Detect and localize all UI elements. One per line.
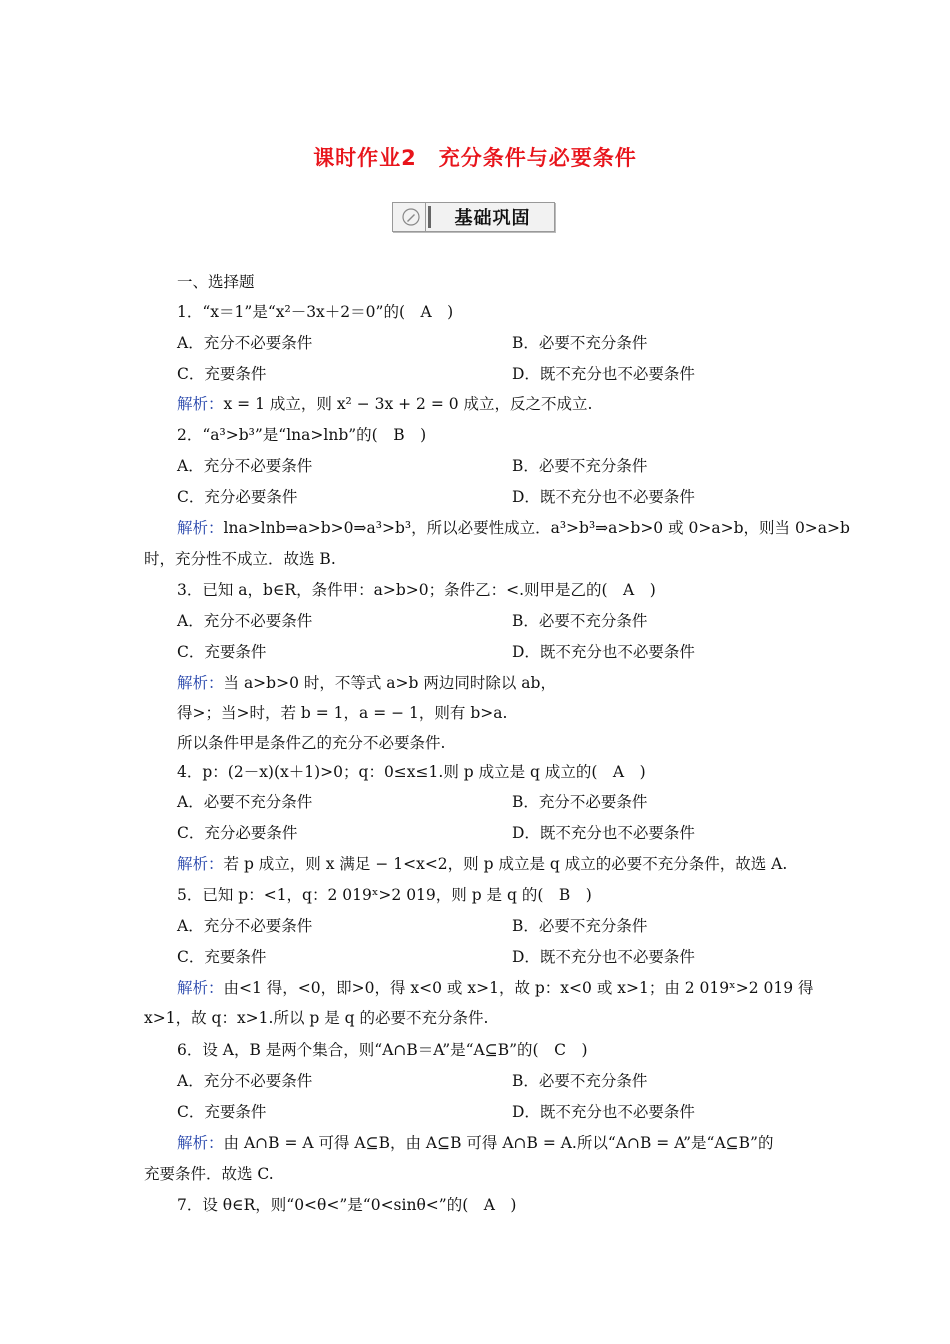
solution-continued: x>1，故 q：x>1.所以 p 是 q 的必要不充分条件.	[144, 1009, 489, 1027]
option-a: A．充分不必要条件	[177, 1072, 313, 1090]
question-7: 7．设 θ∈R，则“0<θ<”是“0<sinθ<”的( A )	[177, 1196, 517, 1214]
option-c: C．充分必要条件	[177, 488, 298, 506]
solution-line	[177, 673, 556, 693]
option-b: B．必要不充分条件	[512, 917, 648, 935]
option-d: D．既不充分也不必要条件	[512, 488, 695, 506]
option-a: A．充分不必要条件	[177, 612, 313, 630]
solution-label: 解析：	[177, 519, 224, 537]
solution-label: 解析：	[177, 674, 224, 692]
option-d: D．既不充分也不必要条件	[512, 948, 695, 966]
option-a: A．必要不充分条件	[177, 793, 313, 811]
solution-label: 解析：	[177, 1134, 224, 1152]
option-c: C．充要条件	[177, 643, 267, 661]
solution-text: 由 A∩B = A 可得 A⊆B，由 A⊆B 可得 A∩B = A.所以“A∩B = A”是“A⊆B”的	[223, 1134, 774, 1152]
option-d: D．既不充分也不必要条件	[512, 643, 695, 661]
page-title: 课时作业2 充分条件与必要条件	[313, 146, 637, 170]
solution-line	[177, 518, 850, 538]
option-b: B．必要不充分条件	[512, 612, 648, 630]
option-a: A．充分不必要条件	[177, 457, 313, 475]
solution-label: 解析：	[177, 395, 224, 413]
option-a: A．充分不必要条件	[177, 334, 313, 352]
option-c: C．充分必要条件	[177, 824, 298, 842]
option-d: D．既不充分也不必要条件	[512, 1103, 695, 1121]
question-6: 6．设 A，B 是两个集合，则“A∩B＝A”是“A⊆B”的( C )	[177, 1041, 588, 1059]
option-c: C．充要条件	[177, 365, 267, 383]
solution-text: 当 a>b>0 时，不等式 a>b 两边同时除以 ab，	[223, 674, 556, 692]
solution-text: x = 1 成立，则 x² − 3x + 2 = 0 成立，反之不成立.	[223, 395, 593, 413]
section-badge	[392, 202, 555, 232]
solution-line	[177, 854, 787, 874]
solution-text: 若 p 成立，则 x 满足 − 1<x<2，则 p 成立是 q 成立的必要不充分条件，故选 A.	[223, 855, 788, 873]
solution-text: 由<1 得，<0，即>0，得 x<0 或 x>1，故 p：x<0 或 x>1；由 2 019ˣ>2 019 得	[223, 979, 814, 997]
solution-line	[177, 978, 814, 998]
option-b: B．充分不必要条件	[512, 793, 648, 811]
badge-label: 基础巩固	[454, 208, 531, 229]
solution-continued: 时，充分性不成立．故选 B.	[144, 550, 336, 568]
solution-label: 解析：	[177, 855, 224, 873]
question-4: 4．p：(2－x)(x＋1)>0；q：0≤x≤1.则 p 成立是 q 成立的( A )	[177, 763, 646, 781]
question-1: 1．“x＝1”是“x²－3x＋2＝0”的( A )	[177, 303, 454, 321]
solution-continued: 充要条件．故选 C.	[144, 1165, 274, 1183]
question-5: 5．已知 p：<1，q：2 019ˣ>2 019，则 p 是 q 的( B )	[177, 886, 592, 904]
solution-text: lna>lnb⇒a>b>0⇒a³>b³，所以必要性成立．a³>b³⇒a>b>0 或 0>a>b，则当 0>a>b	[223, 519, 850, 537]
question-2: 2．“a³>b³”是“lna>lnb”的( B )	[177, 426, 427, 444]
option-b: B．必要不充分条件	[512, 1072, 648, 1090]
pencil-icon	[397, 203, 426, 231]
solution-label: 解析：	[177, 979, 224, 997]
option-c: C．充要条件	[177, 1103, 267, 1121]
solution-line	[177, 394, 592, 414]
question-3: 3．已知 a，b∈R，条件甲：a>b>0；条件乙：<.则甲是乙的( A )	[177, 581, 656, 599]
option-a: A．充分不必要条件	[177, 917, 313, 935]
option-d: D．既不充分也不必要条件	[512, 824, 695, 842]
solution-continued: 所以条件甲是条件乙的充分不必要条件.	[177, 734, 446, 752]
option-d: D．既不充分也不必要条件	[512, 365, 695, 383]
option-c: C．充要条件	[177, 948, 267, 966]
solution-continued: 得>；当>时，若 b = 1，a = − 1，则有 b>a.	[177, 704, 508, 722]
option-b: B．必要不充分条件	[512, 457, 648, 475]
solution-line	[177, 1133, 773, 1153]
section-heading: 一、选择题	[177, 273, 255, 291]
option-b: B．必要不充分条件	[512, 334, 648, 352]
